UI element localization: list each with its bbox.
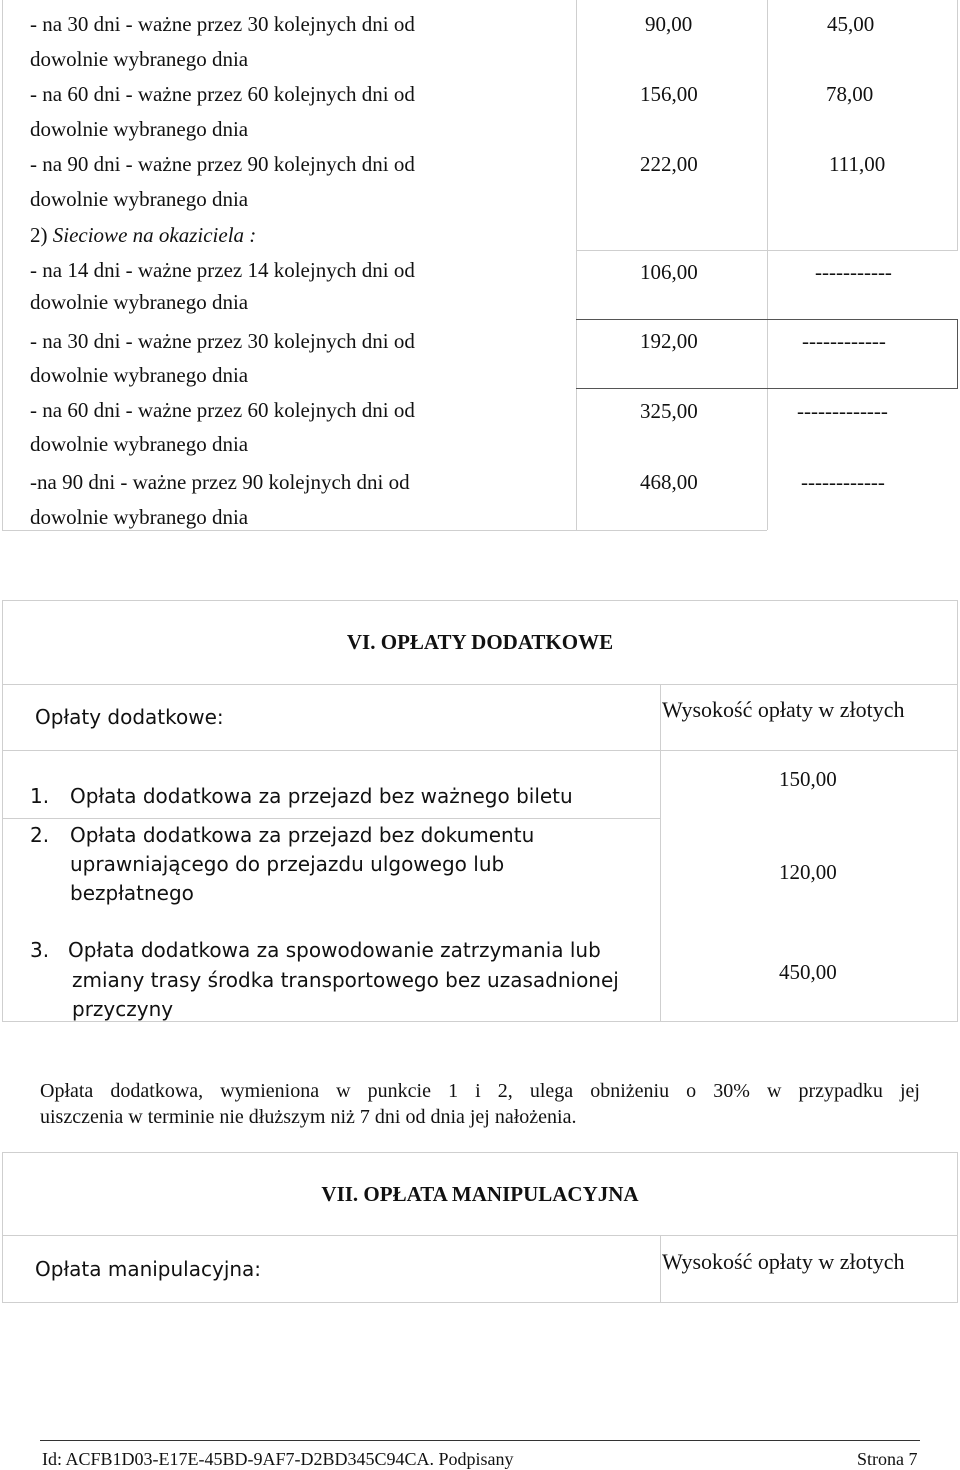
fare-row-label: dowolnie wybranego dnia bbox=[30, 117, 249, 141]
fare-row-label: - na 30 dni - ważne przez 30 kolejnych dni od bbox=[30, 329, 415, 353]
fare-row-label: dowolnie wybranego dnia bbox=[30, 187, 249, 211]
fare-price-normal: 468,00 bbox=[640, 470, 698, 494]
section-number: 2) bbox=[30, 223, 48, 247]
section-heading bbox=[30, 225, 256, 246]
fare-price-normal: 325,00 bbox=[640, 399, 698, 423]
fare-row-label: - na 90 dni - ważne przez 90 kolejnych dni od bbox=[30, 152, 415, 176]
fee-item-label: Opłata dodatkowa za spowodowanie zatrzymania lub bbox=[68, 938, 601, 962]
fee-item-number: 2. bbox=[30, 823, 50, 847]
fare-price-normal: 222,00 bbox=[640, 152, 698, 176]
fare-price-reduced: ------------- bbox=[797, 399, 888, 423]
fee-item-amount: 120,00 bbox=[779, 860, 837, 884]
fare-price-normal: 156,00 bbox=[640, 82, 698, 106]
fee-item-label: przyczyny bbox=[72, 997, 174, 1021]
section-vi-heading: VI. OPŁATY DODATKOWE bbox=[346, 630, 614, 654]
fare-price-reduced: 111,00 bbox=[829, 152, 886, 176]
fare-price-reduced: ----------- bbox=[815, 260, 892, 284]
fare-row-label: - na 60 dni - ważne przez 60 kolejnych dni od bbox=[30, 82, 415, 106]
fare-row-label: dowolnie wybranego dnia bbox=[30, 432, 249, 456]
fare-price-reduced: ------------ bbox=[802, 329, 886, 353]
handling-fee-amount-label: Wysokość opłaty w złotych bbox=[662, 1249, 905, 1274]
fees-amount-column-label: Wysokość opłaty w złotych bbox=[662, 697, 905, 722]
fee-item-number: 3. bbox=[30, 938, 50, 962]
fare-row-label: - na 14 dni - ważne przez 14 kolejnych dni od bbox=[30, 258, 415, 282]
fare-price-normal: 106,00 bbox=[640, 260, 698, 284]
handling-fee-label: Opłata manipulacyjna: bbox=[35, 1257, 262, 1281]
page-number: Strona 7 bbox=[857, 1449, 918, 1469]
fare-row-label: -na 90 dni - ważne przez 90 kolejnych dni od bbox=[30, 470, 410, 494]
fare-row-label: dowolnie wybranego dnia bbox=[30, 47, 249, 71]
fee-item-label: Opłata dodatkowa za przejazd bez dokumentu bbox=[70, 823, 535, 847]
fare-price-reduced: ------------ bbox=[801, 470, 885, 494]
fare-row-label: dowolnie wybranego dnia bbox=[30, 505, 249, 529]
fee-item-label: Opłata dodatkowa za przejazd bez ważnego biletu bbox=[70, 784, 573, 808]
document-id: Id: ACFB1D03-E17E-45BD-9AF7-D2BD345C94CA. Podpisany bbox=[42, 1449, 514, 1469]
fee-item-amount: 150,00 bbox=[779, 767, 837, 791]
note-line: uiszczenia w terminie nie dłuższym niż 7 dni od dnia jej nałożenia. bbox=[40, 1106, 577, 1128]
note-line: Opłata dodatkowa, wymieniona w punkcie 1 i 2, ulega obniżeniu o 30% w przypadku jej bbox=[40, 1080, 920, 1102]
fee-item-number: 1. bbox=[30, 784, 50, 808]
section-vii-heading: VII. OPŁATA MANIPULACYJNA bbox=[321, 1182, 639, 1206]
fare-row-label: dowolnie wybranego dnia bbox=[30, 290, 249, 314]
fare-row-label: - na 60 dni - ważne przez 60 kolejnych dni od bbox=[30, 398, 415, 422]
fare-price-normal: 192,00 bbox=[640, 329, 698, 353]
fee-item-label: bezpłatnego bbox=[70, 881, 194, 905]
fare-price-normal: 90,00 bbox=[645, 12, 693, 36]
fare-row-label: - na 30 dni - ważne przez 30 kolejnych dni od bbox=[30, 12, 415, 36]
fee-item-label: zmiany trasy środka transportowego bez uzasadnionej bbox=[72, 968, 619, 992]
fare-price-reduced: 78,00 bbox=[826, 82, 874, 106]
section-title: Sieciowe na okaziciela : bbox=[52, 223, 257, 247]
fees-column-label: Opłaty dodatkowe: bbox=[35, 705, 224, 729]
fare-row-label: dowolnie wybranego dnia bbox=[30, 363, 249, 387]
fee-item-label: uprawniającego do przejazdu ulgowego lub bbox=[70, 852, 505, 876]
fee-item-amount: 450,00 bbox=[779, 960, 837, 984]
fare-price-reduced: 45,00 bbox=[827, 12, 875, 36]
